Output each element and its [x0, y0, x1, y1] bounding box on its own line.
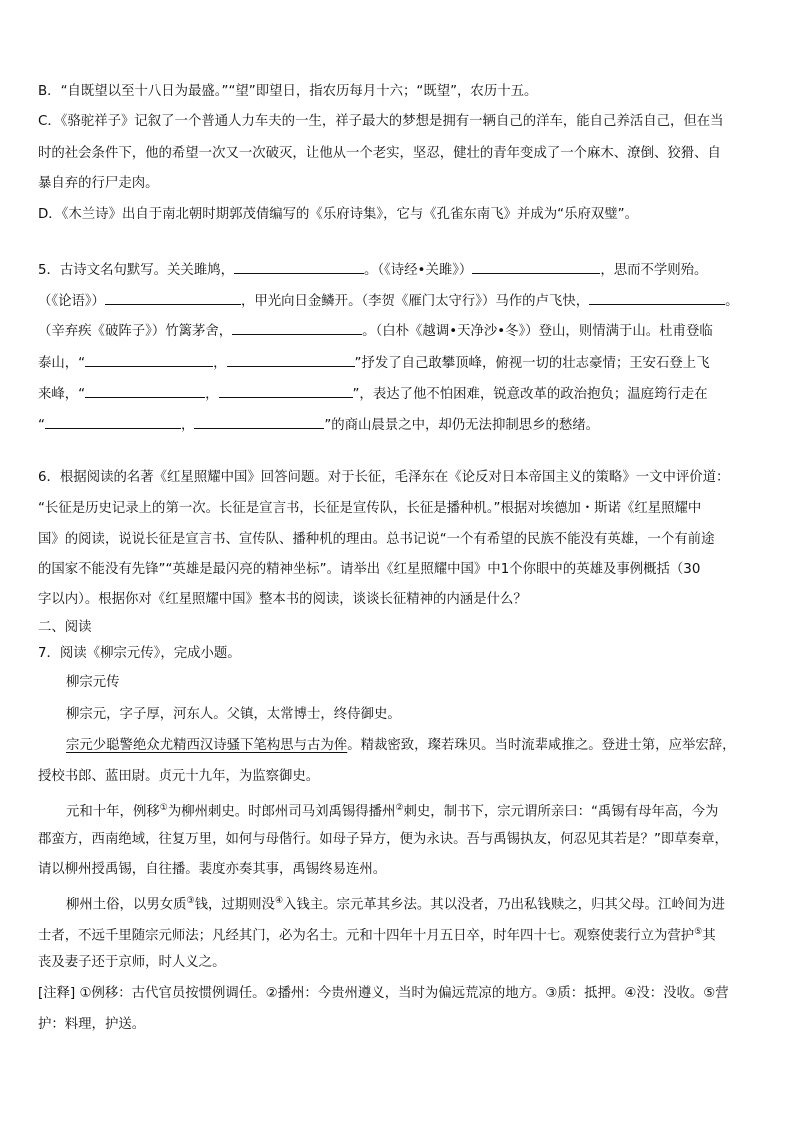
section-heading: 二、阅读: [38, 620, 92, 635]
footnote-marker: ⑤: [694, 927, 703, 937]
notes-line-1: [注释] ①例移：古代官员按惯例调任。②播州：今贵州遵义，当时为偏远荒凉的地方。③质：抵押。④没：没收。⑤营: [38, 986, 729, 1001]
answer-blank[interactable]: [589, 290, 725, 305]
q6-line-4: 的国家不能没有先锋”“英雄是最闪亮的精神坐标”。请举出《红星照耀中国》中1个你眼中的英雄及事例概括（30: [38, 562, 701, 577]
q5-line-2: （《论语》） ，甲光向日金鳞开。（李贺《雁门太守行》）马作的卢飞快， 。: [38, 290, 739, 312]
option-c-line-1: C．《骆驼祥子》记叙了一个普通人力车夫的一生，祥子最大的梦想是拥有一辆自己的洋车，能自己养活自己，但在当: [38, 114, 724, 129]
answer-blank[interactable]: [219, 383, 353, 398]
footnote-marker: ④: [274, 896, 284, 906]
answer-blank[interactable]: [85, 383, 205, 398]
answer-blank[interactable]: [232, 320, 362, 335]
passage-line-4: 元和十年，例移①为柳州刺史。时郎州司马刘禹锡得播州②刺史，制书下，宗元谓所亲曰：“禹锡有母年高，今为: [66, 803, 719, 820]
option-b: B．“自既望以至十八日为最盛。”“望”即望日，指农历每月十六；“既望”，农历十五。: [38, 84, 538, 99]
q5-line-3: （辛弃疾《破阵子》）竹篱茅舍， 。（白朴《越调•天净沙•冬》）登山，则情满于山。杜甫登临: [38, 320, 713, 342]
footnote-marker: ①: [159, 803, 168, 813]
q5-line-4: 泰山，“ ， ”抒发了自己敢攀顶峰，俯视一切的壮志豪情；王安石登上飞: [38, 352, 710, 374]
passage-line-8: 士者，不远千里随宗元师法；凡经其门，必为名士。元和十四年十月五日卒，时年四十七。观察使裴行立为营护⑤其: [38, 927, 716, 944]
option-d: D．《木兰诗》出自于南北朝时期郭茂倩编写的《乐府诗集》，它与《孔雀东南飞》并成为“乐府双璧”。: [38, 207, 638, 222]
answer-blank[interactable]: [227, 352, 355, 367]
answer-blank[interactable]: [234, 259, 364, 274]
q7-title: 7．阅读《柳宗元传》，完成小题。: [38, 646, 241, 661]
passage-line-7: 柳州土俗，以男女质③钱，过期则没④入钱主。宗元革其乡法。其以没者，乃出私钱赎之，归其父母。江岭间为进: [66, 896, 725, 913]
q5-line-1: 5．古诗文名句默写。关关雎鸠， 。（《诗经•关雎》） ，思而不学则殆。: [38, 259, 707, 281]
footnote-marker: ②: [395, 803, 404, 813]
q6-line-5: 字以内）。根据你对《红星照耀中国》整本书的阅读，谈谈长征精神的内涵是什么？: [38, 592, 527, 607]
answer-blank[interactable]: [194, 414, 324, 429]
passage-line-2: 宗元少聪警绝众尤精西汉诗骚下笔构思与古为侔。精裁密致，璨若珠贝。当时流辈咸推之。登进士第，应举宏辞，: [66, 738, 736, 753]
answer-blank[interactable]: [45, 414, 181, 429]
notes-line-2: 护：料理，护送。: [38, 1017, 146, 1032]
passage-line-1: 柳宗元，字子厚，河东人。父镇，太常博士，终侍御史。: [66, 707, 401, 722]
q6-line-2: “长征是历史记录上的第一次。长征是宣言书，长征是宣传队，长征是播种机。”根据对埃德加・斯诺《红星照耀中: [38, 501, 702, 516]
passage-line-5: 郡蛮方，西南绝域，往复万里，如何与母偕行。如母子异方，便为永诀。吾与禹锡执友，何忍见其若是？”即草奏章，: [38, 832, 728, 847]
answer-blank[interactable]: [85, 352, 213, 367]
passage-line-3: 授校书郎、蓝田尉。贞元十九年，为监察御史。: [38, 769, 320, 784]
option-c-line-2: 时的社会条件下，他的希望一次又一次破灭，让他从一个老实，坚忍，健壮的青年变成了一个麻木、潦倒、狡猾、自: [38, 146, 721, 161]
passage-line-9: 丧及妻子还于京师，时人义之。: [38, 955, 226, 970]
underlined-sentence: 宗元少聪警绝众尤精西汉诗骚下笔构思与古为侔: [66, 738, 348, 753]
q5-line-5: 来峰，“ ， ”，表达了他不怕困难，锐意改革的政治抱负；温庭筠行走在: [38, 383, 708, 405]
footnote-marker: ③: [186, 896, 195, 906]
answer-blank[interactable]: [472, 259, 600, 274]
q5-line-6: “ ， ”的商山晨景之中，却仍无法抑制思乡的愁绪。: [38, 414, 599, 436]
passage-title: 柳宗元传: [66, 675, 120, 690]
answer-blank[interactable]: [105, 290, 241, 305]
q6-line-1: 6．根据阅读的名著《红星照耀中国》回答问题。对于长征，毛泽东在《论反对日本帝国主义的策略》一文中评价道：: [38, 470, 730, 485]
option-c-line-3: 暴自弃的行尸走肉。: [38, 176, 159, 191]
q6-line-3: 国》的阅读，说说长征是宣言书、宣传队、播种机的理由。总书记说“一个有希望的民族不能没有英雄，一个有前途: [38, 532, 715, 547]
passage-line-6: 请以柳州授禹锡，自往播。裴度亦奏其事，禹锡终易连州。: [38, 862, 387, 877]
